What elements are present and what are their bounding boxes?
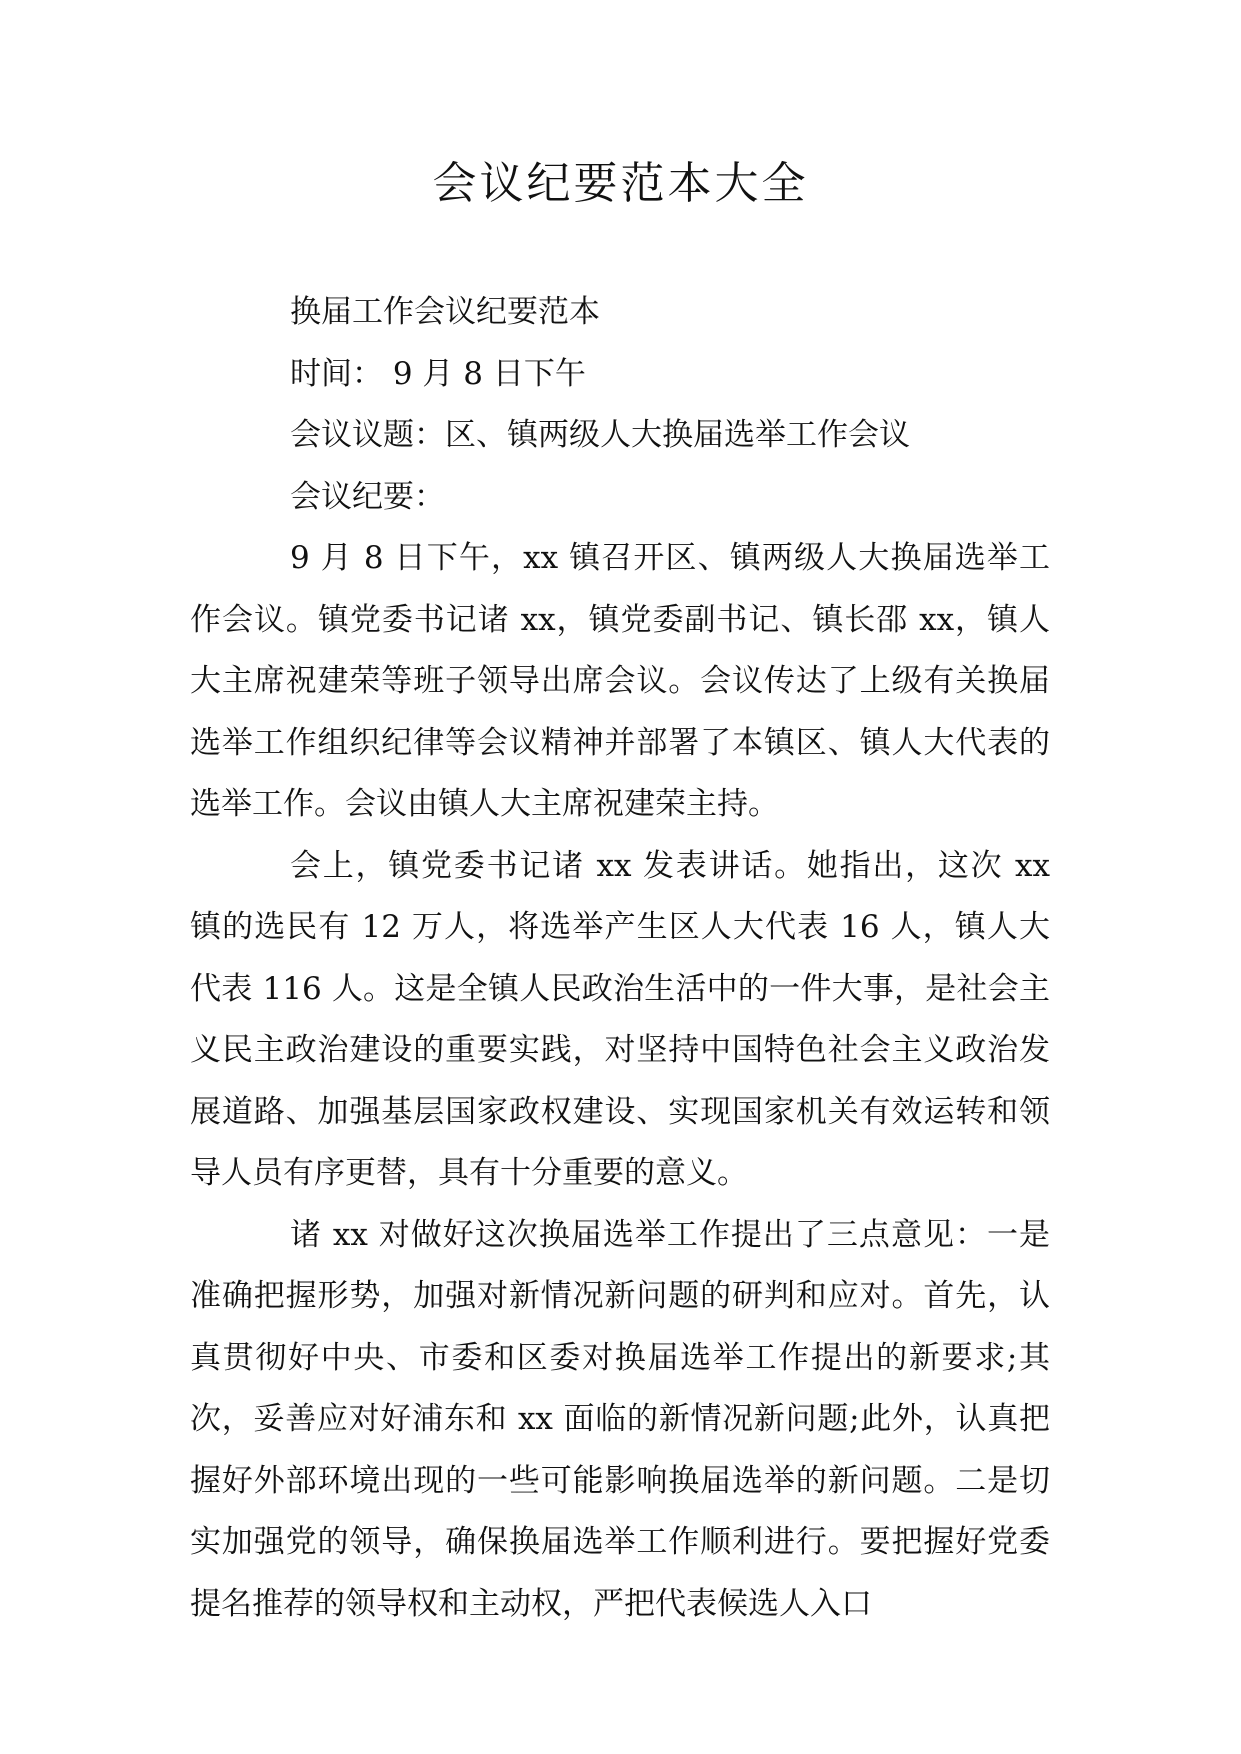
document-title: 会议纪要范本大全	[432, 158, 809, 209]
minutes-label: 会议纪要：	[290, 478, 445, 515]
time-line: 时间： 9 月 8 日下午	[290, 355, 586, 392]
paragraph-1: 9 月 8 日下午，xx 镇召开区、镇两级人大换届选举工作会议。镇党委书记诸 xx，镇党委副书记、镇长邵 xx，镇人大主席祝建荣等班子领导出席会议。会议传达了上级有关换届选举工作组织纪律等会议精神并部署了本镇区、镇人大代表的选举工作。会议由镇人大主席祝建荣主持。	[190, 540, 1050, 822]
subtitle-line: 换届工作会议纪要范本	[290, 294, 600, 330]
topic-line: 会议议题：区、镇两级人大换届选举工作会议	[290, 417, 910, 453]
document-body	[190, 282, 1050, 1635]
paragraph-2: 会上，镇党委书记诸 xx 发表讲话。她指出，这次 xx 镇的选民有 12 万人，将选举产生区人大代表 16 人，镇人大代表 116 人。这是全镇人民政治生活中的一件大事，是社会主义民主政治建设的重要实践，对坚持中国特色社会主义政治发展道路、加强基层国家政权建设、实现国家机关有效运转和领导人员有序更替，具有十分重要的意义。	[190, 847, 1050, 1191]
paragraph-3: 诸 xx 对做好这次换届选举工作提出了三点意见：一是准确把握形势，加强对新情况新问题的研判和应对。首先，认真贯彻好中央、市委和区委对换届选举工作提出的新要求;其次，妥善应对好浦东和 xx 面临的新情况新问题;此外，认真把握好外部环境出现的一些可能影响换届选举的新问题。二是切实加强党的领导，确保换届选举工作顺利进行。要把握好党委提名推荐的领导权和主动权，严把代表候选人入口	[190, 1216, 1050, 1622]
